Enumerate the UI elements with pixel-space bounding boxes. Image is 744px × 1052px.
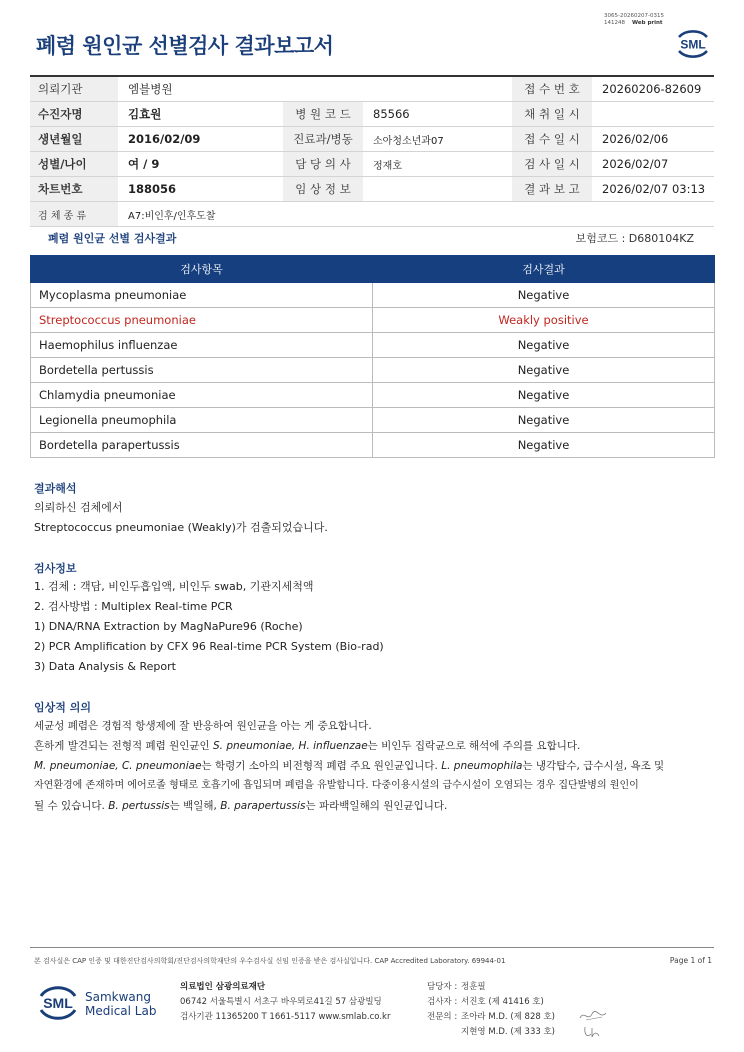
clinical-significance-title: 임상적 의의 xyxy=(34,701,91,714)
test-info-text xyxy=(34,577,724,677)
receipt-date-label: 접 수 일 시 xyxy=(512,127,592,152)
test-info-line: 1) DNA/RNA Extraction by MagNaPure96 (Roche) xyxy=(34,620,303,633)
hospital-code-label: 병 원 코 드 xyxy=(283,102,363,127)
results-header-row xyxy=(31,256,715,283)
interpretation-line: Streptococcus pneumoniae (Weakly)가 검출되었습니다. xyxy=(34,521,328,534)
chart-no-value: 188056 xyxy=(118,177,283,202)
clinical-line: 세균성 폐렴은 경험적 항생제에 잘 반응하여 원인균을 아는 게 중요합니다. xyxy=(34,720,372,732)
test-result: Negative xyxy=(373,383,715,408)
clinical-line: 자연환경에 존재하며 에어로졸 형태로 호흡기에 흡입되며 폐렴을 유발합니다. 다중이용시설의 급수시설이 오염되는 경우 집단발병의 원인이 xyxy=(34,780,639,791)
clinical-label: 임 상 정 보 xyxy=(283,177,363,202)
clinical-line: 흔하게 발견되는 전형적 폐렴 원인균인 S. pneumoniae, H. influenzae는 비인두 집락균으로 해석에 주의를 요합니다. xyxy=(34,740,581,752)
test-item: Streptococcus pneumoniae xyxy=(31,308,373,333)
signature-icon xyxy=(578,1008,608,1024)
patient-info-table xyxy=(30,75,714,227)
test-result: Negative xyxy=(373,433,715,458)
test-date-label: 검 사 일 시 xyxy=(512,152,592,177)
org-contact: 검사기관 11365200 T 1661-5117 www.smlab.co.kr xyxy=(180,1012,391,1022)
test-item: Bordetella parapertussis xyxy=(31,433,373,458)
insurance-code: 보험코드 : D680104KZ xyxy=(575,232,694,245)
collect-date-value xyxy=(592,102,714,127)
dob-value: 2016/02/09 xyxy=(118,127,283,152)
dob-label: 생년월일 xyxy=(30,127,118,152)
svg-text:SML: SML xyxy=(43,995,73,1011)
hospital-code-value: 85566 xyxy=(363,102,512,127)
test-item: Haemophilus influenzae xyxy=(31,333,373,358)
info-row xyxy=(30,127,714,152)
test-result: Negative xyxy=(373,283,715,308)
interpretation-line: 의뢰하신 검체에서 xyxy=(34,501,123,514)
test-result: Weakly positive xyxy=(373,308,715,333)
doctor-value: 정재호 xyxy=(363,152,512,177)
org-name: 의료법인 삼광의료재단 xyxy=(180,982,266,992)
sex-age-value: 여 / 9 xyxy=(118,152,283,177)
table-row xyxy=(31,408,715,433)
brand-name: Samkwang Medical Lab xyxy=(85,990,157,1018)
staff-row: 검사자 : 서진호 (제 41416 호) xyxy=(427,997,544,1007)
info-row xyxy=(30,152,714,177)
footer-divider xyxy=(30,947,714,948)
table-row xyxy=(31,283,715,308)
name-value: 김효원 xyxy=(118,102,283,127)
test-item: Legionella pneumophila xyxy=(31,408,373,433)
report-date-label: 결 과 보 고 xyxy=(512,177,592,202)
col-result-header: 검사결과 xyxy=(373,256,715,283)
collect-date-label: 채 취 일 시 xyxy=(512,102,592,127)
hospital-value: 엠블병원 xyxy=(118,76,512,102)
test-item: Bordetella pertussis xyxy=(31,358,373,383)
sml-logo-icon xyxy=(673,27,713,61)
report-title: 폐렴 원인균 선별검사 결과보고서 xyxy=(36,34,334,58)
sex-age-label: 성별/나이 xyxy=(30,152,118,177)
test-info-title: 검사정보 xyxy=(34,562,77,575)
table-row xyxy=(31,333,715,358)
signature-icon xyxy=(582,1024,604,1040)
test-result: Negative xyxy=(373,358,715,383)
organization-info xyxy=(180,980,390,1025)
chart-no-label: 차트번호 xyxy=(30,177,118,202)
info-row xyxy=(30,76,714,102)
receipt-date-value: 2026/02/06 xyxy=(592,127,714,152)
receipt-no-label: 접 수 번 호 xyxy=(512,76,592,102)
specimen-label: 검 체 종 류 xyxy=(30,202,118,227)
test-result: Negative xyxy=(373,408,715,433)
staff-list xyxy=(427,980,555,1040)
clinical-line: M. pneumoniae, C. pneumoniae는 학령기 소아의 비전형적 폐렴 주요 원인균입니다. L. pneumophila는 냉각탑수, 급수시설, 욕조 및 xyxy=(34,760,665,772)
info-row xyxy=(30,102,714,127)
clinical-significance-text xyxy=(34,716,724,816)
info-row xyxy=(30,177,714,202)
results-section-title: 폐렴 원인균 선별 검사결과 xyxy=(48,232,177,245)
svg-text:SML: SML xyxy=(680,37,706,52)
specimen-value: A7:비인후/인후도찰 xyxy=(118,202,714,227)
doctor-label: 담 당 의 사 xyxy=(283,152,363,177)
report-date-value: 2026/02/07 03:13 xyxy=(592,177,714,202)
table-row xyxy=(31,383,715,408)
table-row xyxy=(31,358,715,383)
accreditation-note: 본 검사실은 CAP 인증 및 대한진단검사의학회/진단검사의학재단의 우수검사실 신임 인증을 받은 검사실입니다. CAP Accredited Laboratory. 69944-01 xyxy=(34,957,506,965)
clinical-line: 될 수 있습니다. B. pertussis는 백일해, B. parapertussis는 파라백일해의 원인균입니다. xyxy=(34,800,448,812)
info-row xyxy=(30,202,714,227)
staff-row: 지현영 M.D. (제 333 호) xyxy=(461,1027,556,1037)
org-address: 06742 서울특별시 서초구 바우뫼로41길 57 삼광빌딩 xyxy=(180,997,382,1007)
test-item: Chlamydia pneumoniae xyxy=(31,383,373,408)
name-label: 수진자명 xyxy=(30,102,118,127)
test-info-line: 2) PCR Amplification by CFX 96 Real-time PCR System (Bio-rad) xyxy=(34,640,384,653)
test-item: Mycoplasma pneumoniae xyxy=(31,283,373,308)
dept-label: 진료과/병동 xyxy=(283,127,363,152)
print-code: 3065-20260207-0315 141248 Web print xyxy=(604,13,664,26)
test-result: Negative xyxy=(373,333,715,358)
staff-row: 전문의 : 조아라 M.D. (제 828 호) xyxy=(427,1012,556,1022)
page-number: Page 1 of 1 xyxy=(669,956,712,965)
dept-value: 소아청소년과07 xyxy=(363,127,512,152)
col-item-header: 검사항목 xyxy=(31,256,373,283)
test-date-value: 2026/02/07 xyxy=(592,152,714,177)
sml-footer-logo-icon xyxy=(36,982,80,1024)
staff-row: 담당자 : 정훈필 xyxy=(427,982,486,992)
test-info-line: 1. 검체 : 객담, 비인두흡입액, 비인두 swab, 기관지세척액 xyxy=(34,580,314,593)
test-info-line: 3) Data Analysis & Report xyxy=(34,660,176,673)
clinical-value xyxy=(363,177,512,202)
receipt-no-value: 20260206-82609 xyxy=(592,76,714,102)
hospital-label: 의뢰기관 xyxy=(30,76,118,102)
results-table xyxy=(30,255,715,458)
table-row xyxy=(31,308,715,333)
interpretation-title: 결과해석 xyxy=(34,482,77,495)
table-row xyxy=(31,433,715,458)
interpretation-text xyxy=(34,498,724,538)
test-info-line: 2. 검사방법 : Multiplex Real-time PCR xyxy=(34,600,233,613)
